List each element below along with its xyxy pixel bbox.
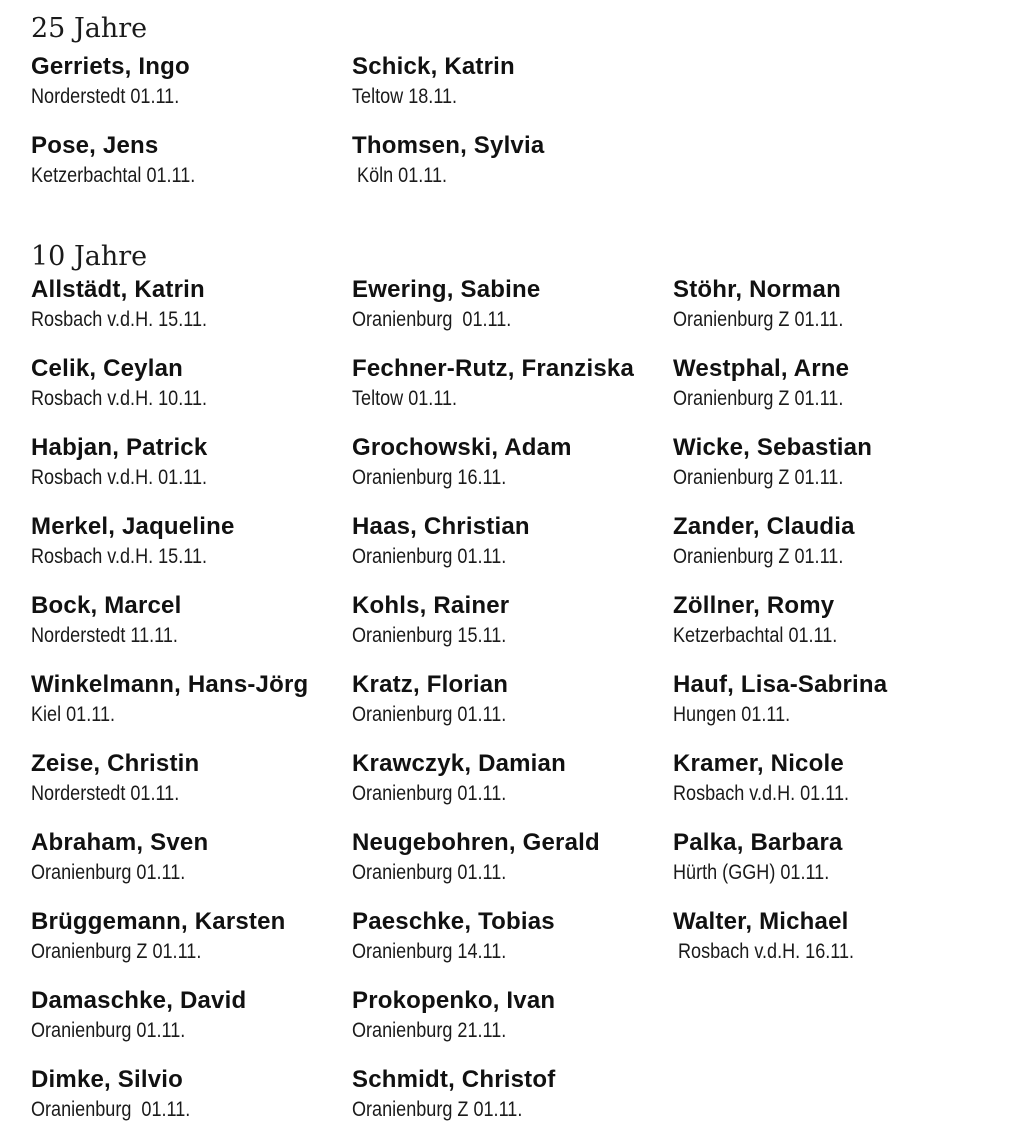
list-item xyxy=(673,591,994,670)
location-date: Rosbach v.d.H. 16.11. xyxy=(673,940,855,963)
location-date: Oranienburg 01.11. xyxy=(352,308,512,331)
anniversary-page xyxy=(31,12,1001,1144)
person-name: Schmidt, Christof xyxy=(352,1066,556,1093)
list-item xyxy=(31,275,352,354)
list-item xyxy=(31,131,352,210)
location-date: Oranienburg 01.11. xyxy=(31,861,186,884)
location-date: Hürth (GGH) 01.11. xyxy=(673,861,830,884)
location-date: Rosbach v.d.H. 01.11. xyxy=(673,782,850,805)
location-date: Oranienburg Z 01.11. xyxy=(673,387,844,410)
list-item xyxy=(352,591,673,670)
list-item xyxy=(31,670,352,749)
empty-cell xyxy=(673,131,994,210)
location-date: Oranienburg 01.11. xyxy=(352,703,507,726)
person-name: Krawczyk, Damian xyxy=(352,750,566,777)
list-item xyxy=(673,512,994,591)
section-heading: 25 Jahre xyxy=(31,13,148,44)
location-date: Oranienburg Z 01.11. xyxy=(673,308,844,331)
person-name: Gerriets, Ingo xyxy=(31,53,190,80)
location-date: Ketzerbachtal 01.11. xyxy=(673,624,838,647)
section-10-years xyxy=(31,240,1001,1144)
person-name: Brüggemann, Karsten xyxy=(31,908,286,935)
location-date: Kiel 01.11. xyxy=(31,703,116,726)
section-25-years xyxy=(31,12,1001,210)
person-name: Zeise, Christin xyxy=(31,750,200,777)
list-item xyxy=(352,670,673,749)
location-date: Oranienburg 01.11. xyxy=(352,782,507,805)
list-item xyxy=(673,354,994,433)
person-name: Allstädt, Katrin xyxy=(31,276,205,303)
person-name: Ewering, Sabine xyxy=(352,276,541,303)
person-name: Palka, Barbara xyxy=(673,829,843,856)
list-item xyxy=(673,275,994,354)
person-name: Neugebohren, Gerald xyxy=(352,829,600,856)
location-date: Oranienburg Z 01.11. xyxy=(673,466,844,489)
location-date: Köln 01.11. xyxy=(352,164,448,187)
list-item xyxy=(31,749,352,828)
location-date: Oranienburg 01.11. xyxy=(352,861,507,884)
person-name: Schick, Katrin xyxy=(352,53,515,80)
list-item xyxy=(352,828,673,907)
person-name: Merkel, Jaqueline xyxy=(31,513,235,540)
person-name: Thomsen, Sylvia xyxy=(352,132,545,159)
person-name: Celik, Ceylan xyxy=(31,355,184,382)
person-name: Westphal, Arne xyxy=(673,355,850,382)
person-name: Winkelmann, Hans-Jörg xyxy=(31,671,309,698)
person-name: Kramer, Nicole xyxy=(673,750,844,777)
list-item xyxy=(673,907,994,986)
location-date: Oranienburg 14.11. xyxy=(352,940,507,963)
person-name: Dimke, Silvio xyxy=(31,1066,183,1093)
list-item xyxy=(31,512,352,591)
list-item xyxy=(31,986,352,1065)
person-name: Hauf, Lisa-Sabrina xyxy=(673,671,888,698)
location-date: Rosbach v.d.H. 10.11. xyxy=(31,387,208,410)
person-name: Walter, Michael xyxy=(673,908,849,935)
person-name: Kohls, Rainer xyxy=(352,592,510,619)
location-date: Norderstedt 01.11. xyxy=(31,85,180,108)
list-item xyxy=(352,433,673,512)
section-heading: 10 Jahre xyxy=(31,241,148,272)
list-item xyxy=(352,986,673,1065)
location-date: Oranienburg 01.11. xyxy=(352,545,507,568)
location-date: Teltow 01.11. xyxy=(352,387,458,410)
list-item xyxy=(352,1065,673,1144)
person-name: Zander, Claudia xyxy=(673,513,855,540)
person-name: Haas, Christian xyxy=(352,513,530,540)
list-item xyxy=(673,828,994,907)
empty-cell xyxy=(673,986,994,1065)
location-date: Rosbach v.d.H. 01.11. xyxy=(31,466,208,489)
person-name: Prokopenko, Ivan xyxy=(352,987,556,1014)
list-item xyxy=(31,591,352,670)
list-item xyxy=(31,433,352,512)
empty-cell xyxy=(673,1065,994,1144)
location-date: Oranienburg 15.11. xyxy=(352,624,507,647)
list-item xyxy=(673,433,994,512)
location-date: Ketzerbachtal 01.11. xyxy=(31,164,196,187)
location-date: Rosbach v.d.H. 15.11. xyxy=(31,545,208,568)
location-date: Oranienburg Z 01.11. xyxy=(31,940,202,963)
list-item xyxy=(31,52,352,131)
location-date: Hungen 01.11. xyxy=(673,703,791,726)
location-date: Oranienburg 16.11. xyxy=(352,466,507,489)
list-item xyxy=(352,131,673,210)
entry-grid xyxy=(31,275,1001,1144)
person-name: Abraham, Sven xyxy=(31,829,209,856)
location-date: Oranienburg 01.11. xyxy=(31,1098,191,1121)
person-name: Paeschke, Tobias xyxy=(352,908,555,935)
location-date: Teltow 18.11. xyxy=(352,85,458,108)
list-item xyxy=(352,52,673,131)
list-item xyxy=(352,512,673,591)
person-name: Stöhr, Norman xyxy=(673,276,841,303)
person-name: Habjan, Patrick xyxy=(31,434,208,461)
list-item xyxy=(352,749,673,828)
list-item xyxy=(673,749,994,828)
location-date: Oranienburg 01.11. xyxy=(31,1019,186,1042)
empty-cell xyxy=(673,52,994,131)
location-date: Oranienburg Z 01.11. xyxy=(352,1098,523,1121)
list-item xyxy=(352,275,673,354)
list-item xyxy=(352,354,673,433)
location-date: Norderstedt 11.11. xyxy=(31,624,178,647)
location-date: Norderstedt 01.11. xyxy=(31,782,180,805)
person-name: Kratz, Florian xyxy=(352,671,509,698)
list-item xyxy=(31,828,352,907)
list-item xyxy=(31,1065,352,1144)
person-name: Damaschke, David xyxy=(31,987,247,1014)
list-item xyxy=(31,354,352,433)
list-item xyxy=(673,670,994,749)
person-name: Zöllner, Romy xyxy=(673,592,835,619)
entry-grid xyxy=(31,52,1001,210)
person-name: Fechner-Rutz, Franziska xyxy=(352,355,634,382)
location-date: Oranienburg Z 01.11. xyxy=(673,545,844,568)
person-name: Grochowski, Adam xyxy=(352,434,572,461)
person-name: Bock, Marcel xyxy=(31,592,182,619)
location-date: Oranienburg 21.11. xyxy=(352,1019,507,1042)
location-date: Rosbach v.d.H. 15.11. xyxy=(31,308,208,331)
person-name: Pose, Jens xyxy=(31,132,159,159)
person-name: Wicke, Sebastian xyxy=(673,434,873,461)
list-item xyxy=(31,907,352,986)
list-item xyxy=(352,907,673,986)
